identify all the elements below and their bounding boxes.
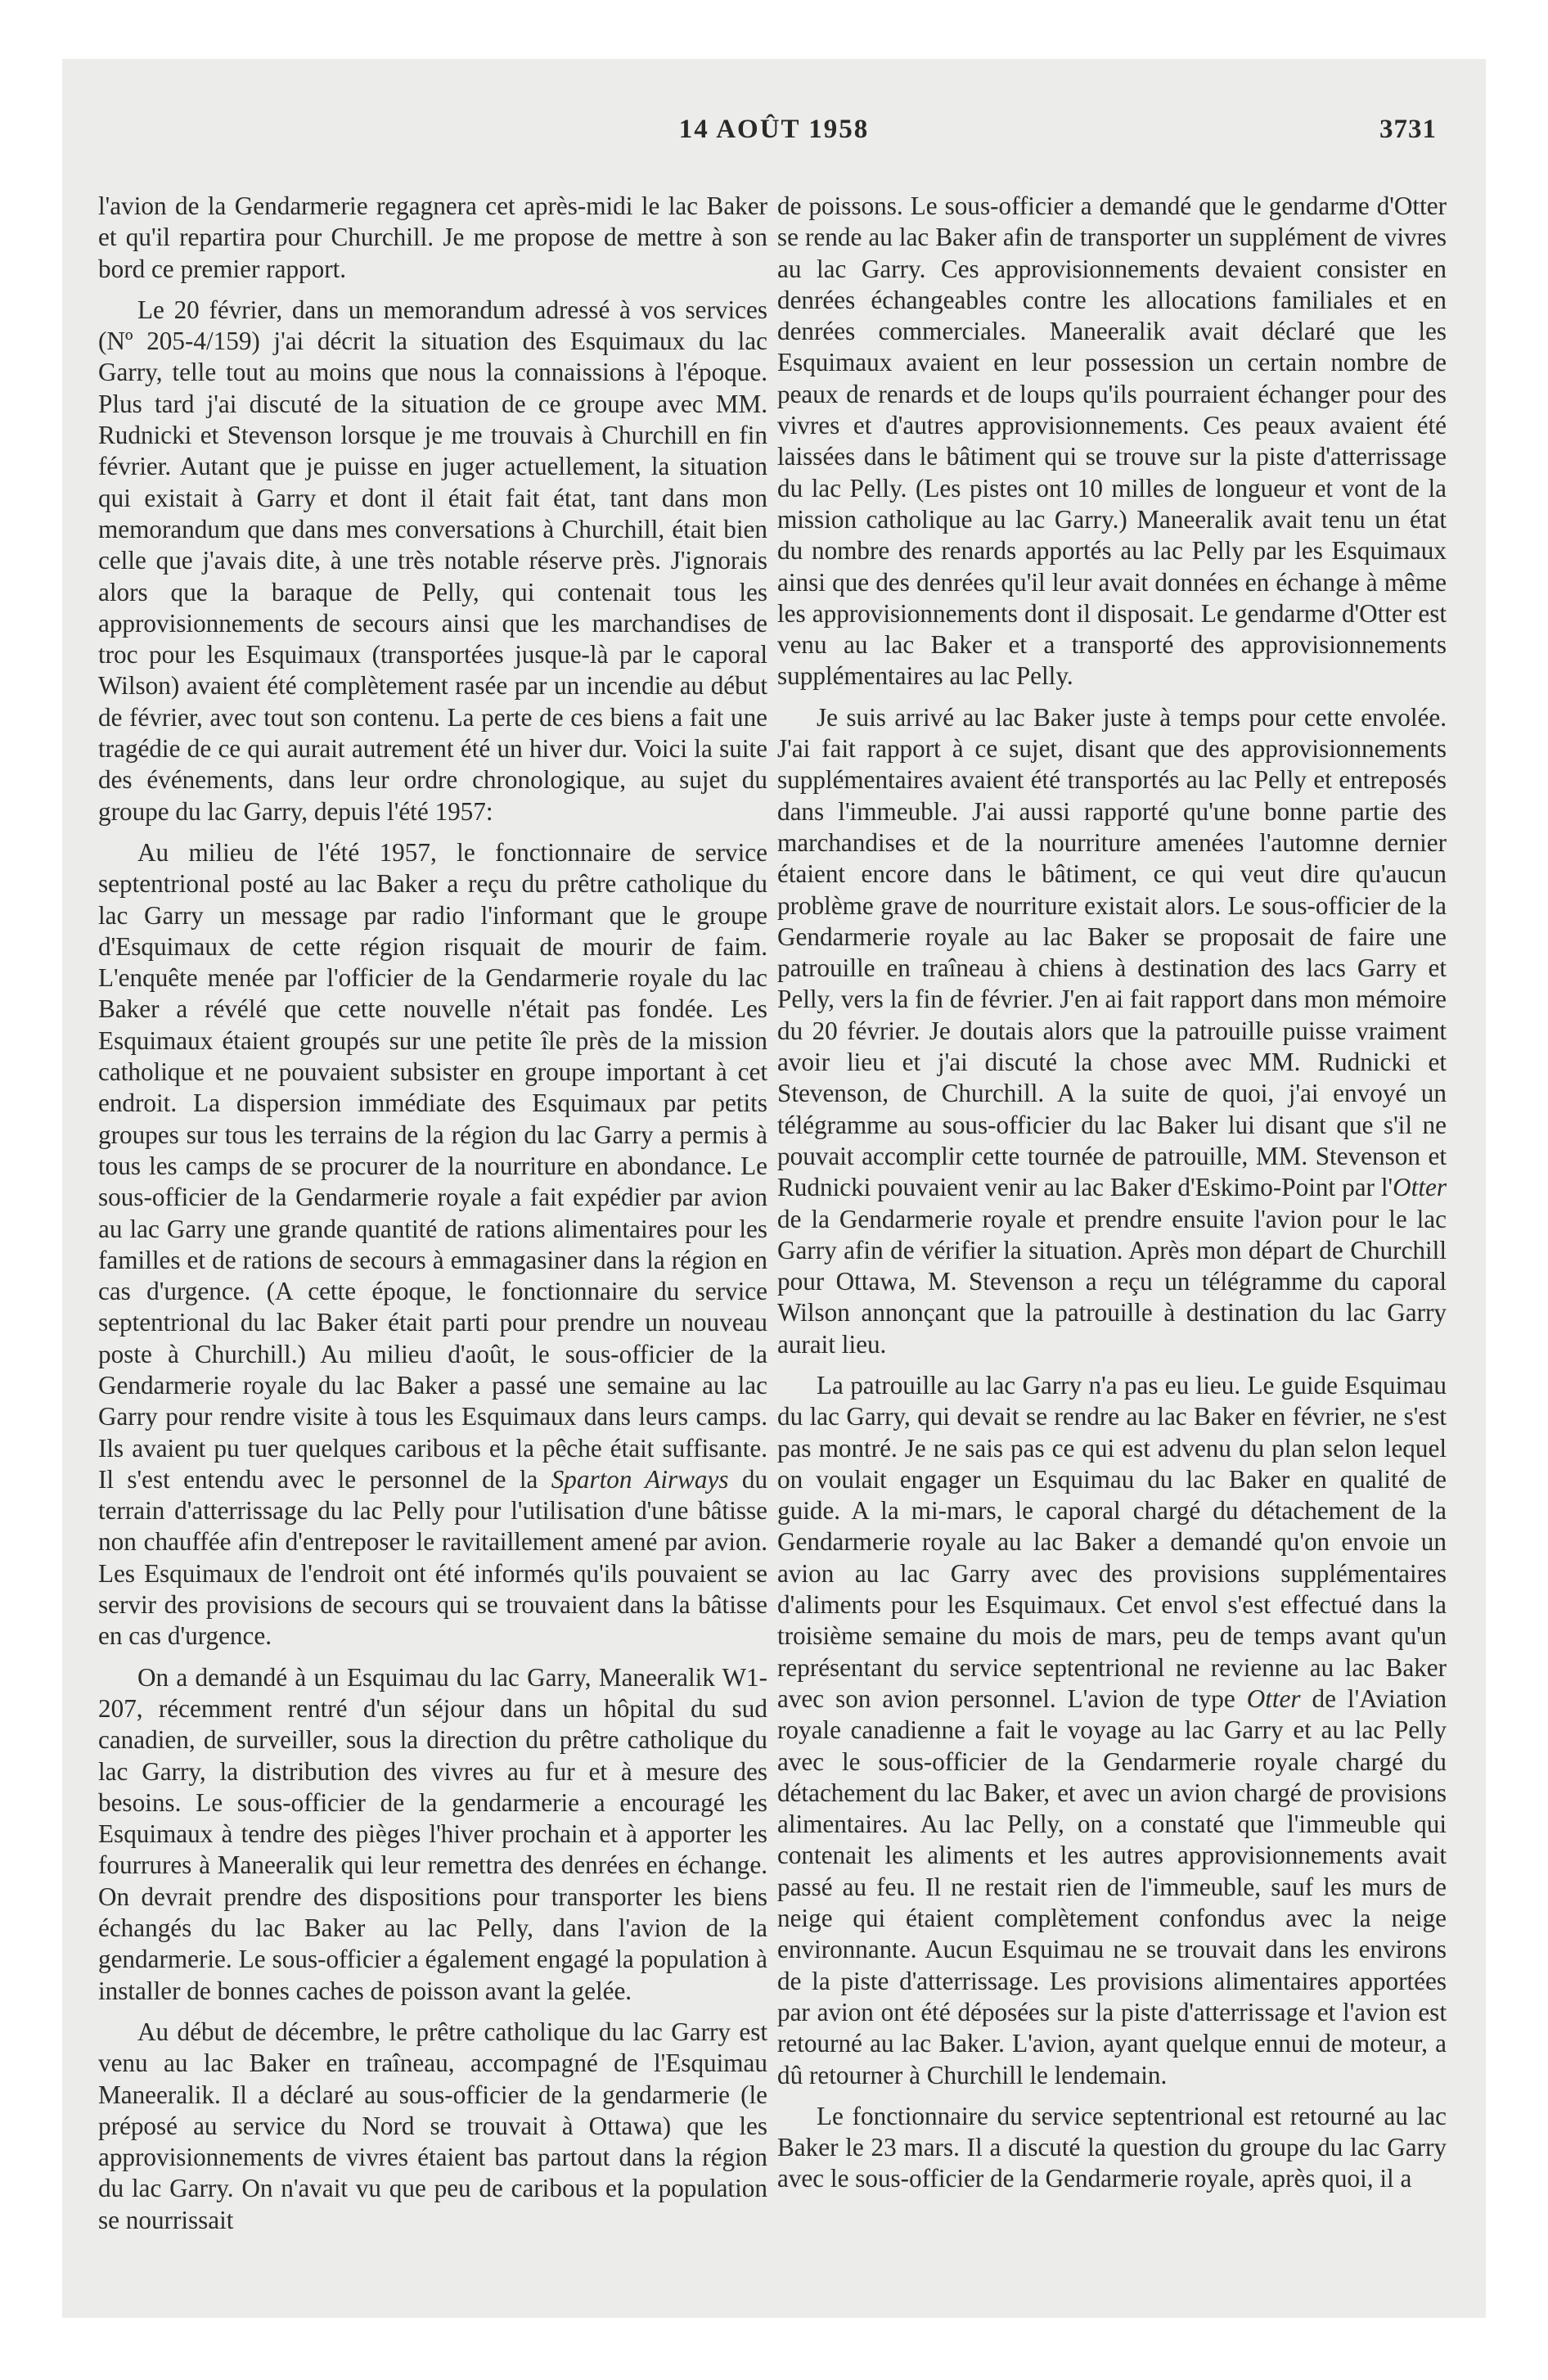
- aircraft-name: Otter: [1246, 1684, 1301, 1713]
- paragraph: [777, 1370, 1447, 2091]
- paragraph: Le fonctionnaire du service septentrional est retourné au lac Baker le 23 mars. Il a discuté la question du groupe du lac Garry avec le sous-officier de la Gendarmerie royale, après quoi, il a: [777, 2101, 1447, 2193]
- paragraph: Au début de décembre, le prêtre catholique du lac Garry est venu au lac Baker en traîneau, accompagné de l'Esquimau Maneeralik. Il a déclaré au sous-officier de la gendarmerie (le préposé au service du Nord se trouvait à Ottawa) que les approvisionnements de vivres étaient bas partout dans la région du lac Garry. On n'avait vu que peu de caribous et la population se nourrissait: [98, 2017, 767, 2234]
- page-header: [62, 115, 1486, 164]
- paragraph-text: Au milieu de l'été 1957, le fonctionnaire de service septentrional posté au lac Baker a reçu du prêtre catholique du lac Garry un message par radio l'informant que le groupe d'Esquimaux de cette région risquait de mourir de faim. L'enquête menée par l'officier de la Gendarmerie royale du lac Baker a révélé que cette nouvelle n'était pas fondée. Les Esquimaux étaient groupés sur une petite île près de la mission catholique et ne pouvaient subsister en groupe important à cet endroit. La dispersion immédiate des Esquimaux par petits groupes sur tous les terrains de la région du lac Garry a permis à tous les camps de se procurer de la nourriture en abondance. Le sous-officier de la Gendarmerie royale a fait expédier par avion au lac Garry une grande quantité de rations alimentaires pour les familles et de rations de secours à emmagasiner dans la région en cas d'urgence. (A cette époque, le fonctionnaire du service septentrional du lac Baker était parti pour prendre un nouveau poste à Churchill.) Au milieu d'août, le sous-officier de la Gendarmerie royale du lac Baker a passé une semaine au lac Garry pour rendre visite à tous les Esquimaux dans leurs camps. Ils avaient pu tuer quelques caribous et la pêche était suffisante. Il s'est entendu avec le personnel de la: [98, 837, 767, 1494]
- paragraph-text: du terrain d'atterrissage du lac Pelly pour l'utilisation d'une bâtisse non chauffée afin d'entreposer le ravitaillement amené par avion. Les Esquimaux de l'endroit ont été informés qu'ils pouvaient se servir des provisions de secours qui se trouvaient dans la bâtisse en cas d'urgence.: [98, 1464, 768, 1651]
- paragraph: [98, 837, 767, 1652]
- left-column: [98, 191, 767, 2246]
- airline-name-second: Airways: [645, 1464, 729, 1494]
- airline-name: [551, 1465, 729, 1494]
- running-head: 14 AOÛT 1958: [678, 115, 870, 144]
- paragraph-text: de l'Aviation royale canadienne a fait le voyage au lac Garry et au lac Pelly avec le sous-officier de la Gendarmerie royale chargé du détachement du lac Baker, et avec un avion chargé de provisions alimentaires. Au lac Pelly, on a constaté que l'immeuble qui contenait les aliments et les autres approvisionnements avait passé au feu. Il ne restait rien de l'immeuble, sauf les murs de neige qui étaient complètement confondus avec la neige environnante. Aucun Esquimau ne se trouvait dans les environs de la piste d'atterrissage. Les provisions alimentaires apportées par avion ont été déposées sur la piste d'atterrissage et l'avion est retourné au lac Baker. L'avion, ayant quelque ennui de moteur, a dû retourner à Churchill le lendemain.: [777, 1684, 1447, 2089]
- right-column: [777, 191, 1447, 2205]
- page-number: 3731: [1379, 115, 1437, 144]
- aircraft-name: Otter: [1393, 1173, 1447, 1202]
- paragraph: l'avion de la Gendarmerie regagnera cet après-midi le lac Baker et qu'il repartira pour Churchill. Je me propose de mettre à son bord ce premier rapport.: [98, 192, 767, 283]
- paragraph-text: de la Gendarmerie royale et prendre ensuite l'avion pour le lac Garry afin de vérifier la situation. Après mon départ de Churchill pour Ottawa, M. Stevenson a reçu un télégramme du caporal Wilson annonçant que la patrouille à destination du lac Garry aurait lieu.: [777, 1204, 1447, 1359]
- airline-name-first: Sparton: [551, 1464, 632, 1494]
- paragraph: de poissons. Le sous-officier a demandé que le gendarme d'Otter se rende au lac Baker afin de transporter un supplément de vivres au lac Garry. Ces approvisionnements devaient consister en denrées échangeables contre les allocations familiales et en denrées commerciales. Maneeralik avait déclaré que les Esquimaux avaient en leur possession un certain nombre de peaux de renards et de loups qu'ils pourraient échanger pour des vivres et d'autres approvisionnements. Ces peaux avaient été laissées dans le bâtiment qui se trouve sur la piste d'atterrissage du lac Pelly. (Les pistes ont 10 milles de longueur et vont de la mission catholique au lac Garry.) Maneeralik avait tenu un état du nombre des renards apportés au lac Pelly par les Esquimaux ainsi que des denrées qu'il leur avait données en échange à même les approvisionnements dont il disposait. Le gendarme d'Otter est venu au lac Baker et a transporté des approvisionnements supplémentaires au lac Pelly.: [777, 192, 1447, 691]
- paragraph: [777, 702, 1447, 1360]
- paragraph-text: Je suis arrivé au lac Baker juste à temps pour cette envolée. J'ai fait rapport à ce sujet, disant que des approvisionnements supplémentaires avaient été transportés au lac Pelly et entreposés dans l'immeuble. J'ai aussi rapporté qu'une bonne partie des marchandises et de la nourriture amenées l'automne dernier étaient encore dans le bâtiment, ce qui veut dire qu'aucun problème grave de nourriture existait alors. Le sous-officier de la Gendarmerie royale au lac Baker se proposait de faire une patrouille en traîneau à chiens à destination des lacs Garry et Pelly, vers la fin de février. J'en ai fait rapport dans mon mémoire du 20 février. Je doutais alors que la patrouille puisse vraiment avoir lieu et j'ai discuté la chose avec MM. Rudnicki et Stevenson, de Churchill. A la suite de quoi, j'ai envoyé un télégramme au sous-officier du lac Baker lui disant que s'il ne pouvait accomplir cette tournée de patrouille, MM. Stevenson et Rudnicki pouvaient venir au lac Baker d'Eskimo-Point par l': [777, 702, 1447, 1202]
- paragraph-text: La patrouille au lac Garry n'a pas eu lieu. Le guide Esquimau du lac Garry, qui devait se rendre au lac Baker en février, ne s'est pas montré. Je ne sais pas ce qui est advenu du plan selon lequel on voulait engager un Esquimau du lac Baker en qualité de guide. A la mi-mars, le caporal chargé du détachement de la Gendarmerie royale au lac Baker a demandé qu'on envoie un avion au lac Garry avec des provisions supplémentaires d'aliments pour les Esquimaux. Cet envol s'est effectué dans la troisième semaine du mois de mars, peu de temps avant qu'un représentant du service septentrional ne revienne au lac Baker avec son avion personnel. L'avion de type: [777, 1370, 1447, 1713]
- paragraph: On a demandé à un Esquimau du lac Garry, Maneeralik W1-207, récemment rentré d'un séjour dans un hôpital du sud canadien, de surveiller, sous la direction du prêtre catholique du lac Garry, la distribution des vivres au fur et à mesure des besoins. Le sous-officier de la gendarmerie a encouragé les Esquimaux à tendre des pièges l'hiver prochain et à apporter les fourrures à Maneeralik qui leur remettra des denrées en échange. On devrait prendre des dispositions pour transporter les biens échangés du lac Baker au lac Pelly, dans l'avion de la gendarmerie. Le sous-officier a également engagé la population à installer de bonnes caches de poisson avant la gelée.: [98, 1662, 767, 2005]
- paragraph: Le 20 février, dans un memorandum adressé à vos services (Nº 205-4/159) j'ai décrit la situation des Esquimaux du lac Garry, telle tout au moins que nous la connaissions à l'époque. Plus tard j'ai discuté de la situation de ce groupe avec MM. Rudnicki et Stevenson lorsque je me trouvais à Churchill en fin février. Autant que je puisse en juger actuellement, la situation qui existait à Garry et dont il était fait état, tant dans mon memorandum que dans mes conversations à Churchill, était bien celle que j'avais dite, à une très notable réserve près. J'ignorais alors que la baraque de Pelly, qui contenait tous les approvisionnements de secours ainsi que les marchandises de troc pour les Esquimaux (transportées jusque-là par le caporal Wilson) avaient été complètement rasée par un incendie au début de février, avec tout son contenu. La perte de ces biens a fait une tragédie de ce qui aurait autrement été un hiver dur. Voici la suite des événements, dans leur ordre chronologique, au sujet du groupe du lac Garry, depuis l'été 1957:: [98, 295, 767, 826]
